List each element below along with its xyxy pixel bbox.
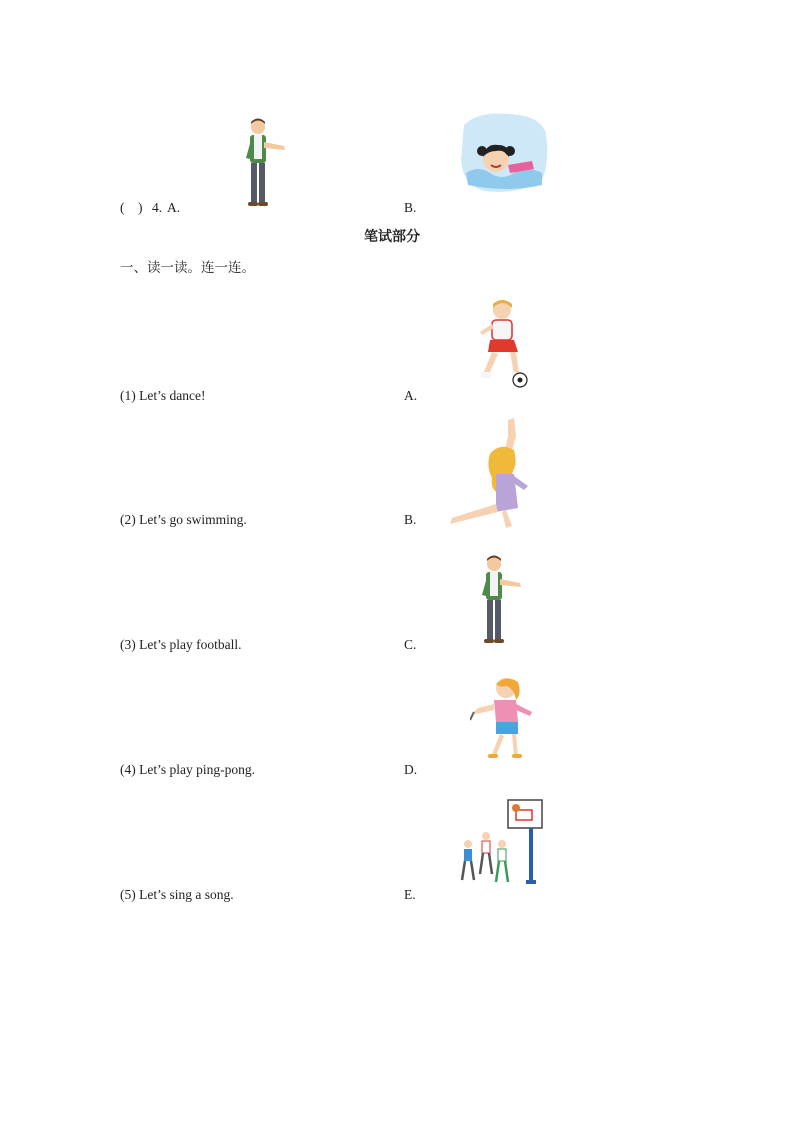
man-presenting-illustration-2: [476, 553, 526, 647]
item2-option: B.: [404, 512, 417, 527]
item5-label: (5) Let’s sing a song.: [120, 887, 234, 902]
q4-number: 4.: [152, 200, 163, 215]
kids-playing-basketball-illustration: [456, 796, 546, 890]
section1-heading: 一、读一读。连一连。: [120, 260, 255, 276]
item1-label: (1) Let’s dance!: [120, 388, 206, 403]
q4-paren-open: (: [120, 200, 125, 215]
item2-label: (2) Let’s go swimming.: [120, 512, 247, 527]
written-part-title: 笔试部分: [364, 229, 420, 245]
q4-option-b: B.: [404, 200, 417, 215]
man-presenting-illustration: [240, 116, 290, 210]
girl-singing-illustration: [470, 676, 536, 762]
girl-swimming-illustration: [458, 111, 550, 195]
item3-label: (3) Let’s play football.: [120, 637, 242, 652]
item1-option: A.: [404, 388, 418, 403]
q4-option-a: A.: [167, 200, 181, 215]
girl-dancing-illustration: [444, 418, 536, 528]
item4-option: D.: [404, 762, 418, 777]
q4-paren-close: ): [138, 200, 143, 215]
boy-playing-football-illustration: [472, 298, 532, 390]
item4-label: (4) Let’s play ping-pong.: [120, 762, 255, 777]
item5-option: E.: [404, 887, 416, 902]
item3-option: C.: [404, 637, 417, 652]
